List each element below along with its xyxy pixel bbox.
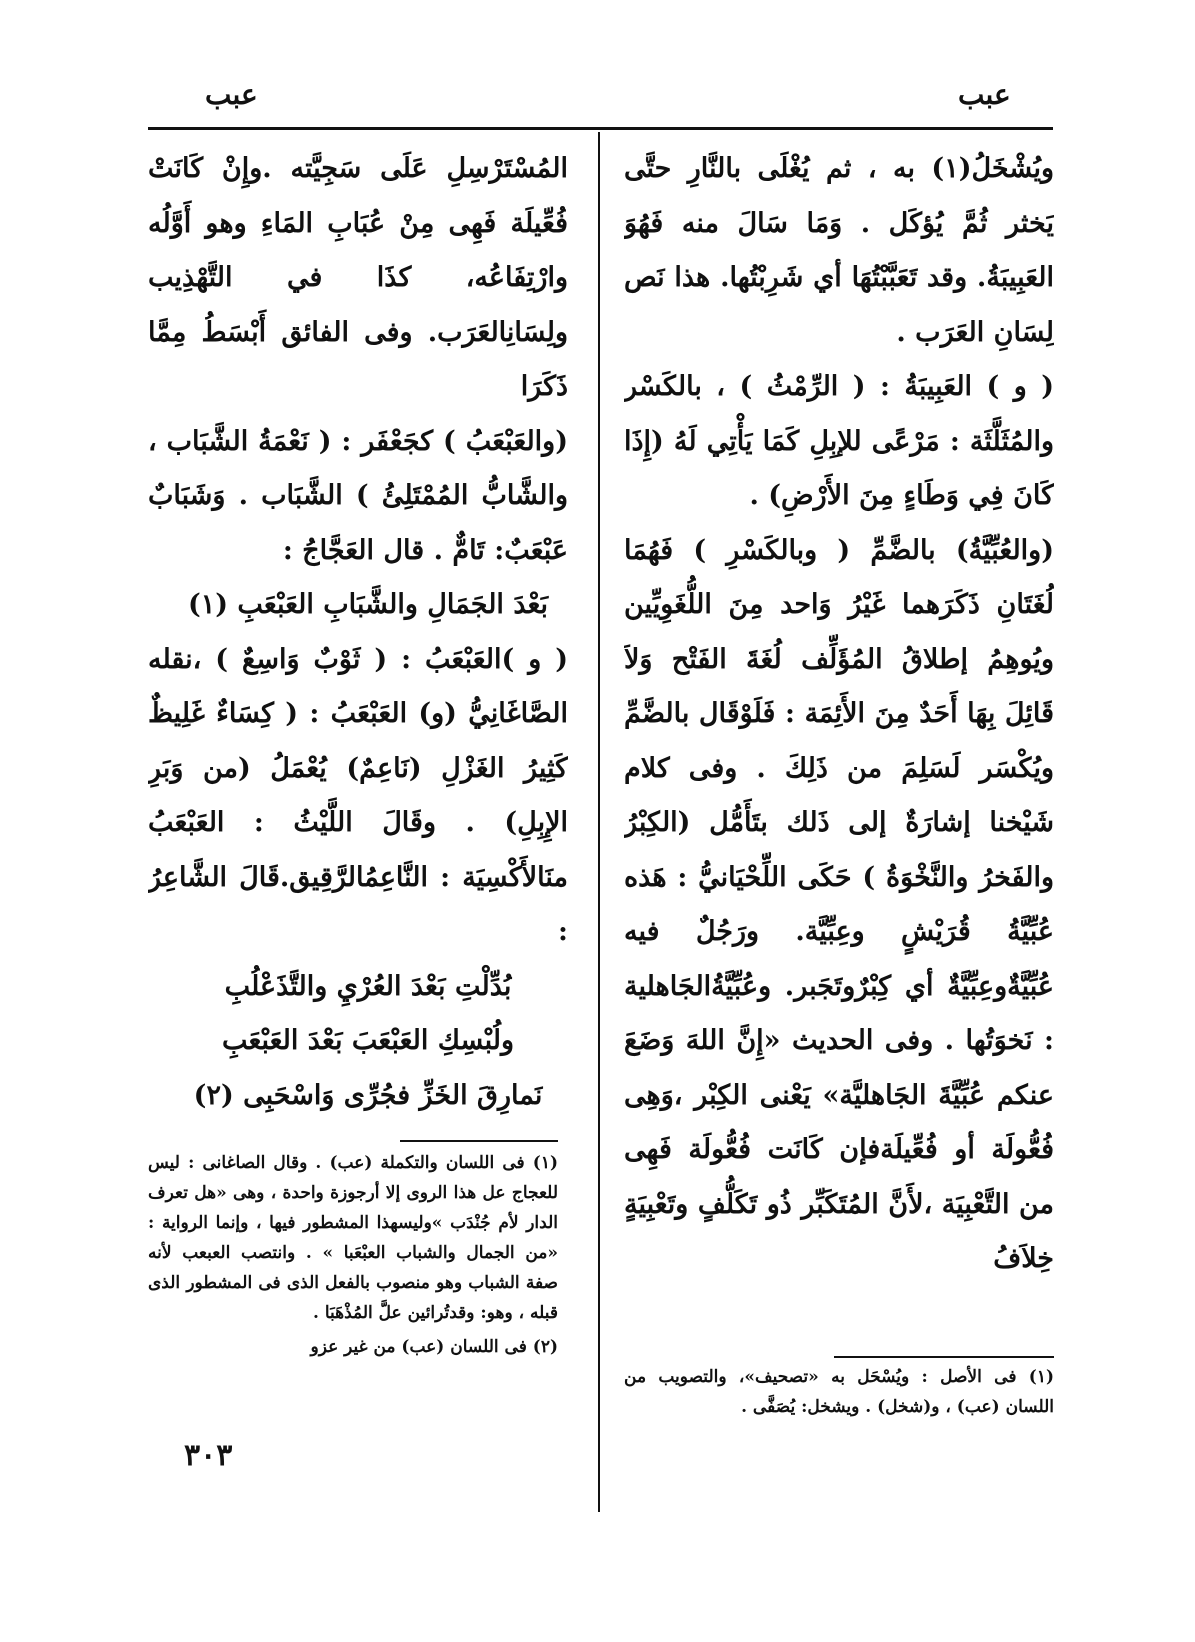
column-divider xyxy=(598,132,600,1512)
running-head-right: عبب xyxy=(958,78,1011,111)
left-paragraph-3: ( و )العَبْعَبُ : ( ثَوْبٌ وَاسِعٌ ) ،نقله الصَّاغَانِيُّ (و) العَبْعَبُ : ( كِسَاءٌ غَلِيظٌ كَثِيرُ الغَزْلِ (نَاعِمٌ) يُعْمَلُ (من وَبَرِ الإِبِلِ) . وقَالَ اللَّيْثُ : العَبْعَبُ منَالأَكْسِيَة : النَّاعِمُالرَّقِيق.قَالَ الشَّاعِرُ : xyxy=(148,643,568,947)
footnote-rule-left xyxy=(400,1140,558,1142)
running-head-left: عبب xyxy=(205,78,258,111)
page-number: ٣٠٣ xyxy=(184,1438,233,1473)
verse-line: نَمارِقَ الخَزِّ فجُرِّى وَاسْحَبِى (٢) xyxy=(193,1079,543,1111)
right-paragraph-3: (والعُبِّيَّةُ) بالضَّمِّ ( وبالكَسْرِ ) فَهُمَا لُغَتَانِ ذَكَرَهما غَيْرُ وَاحد مِنَ اللُّغَوِيِّين ويُوهِمُ إطلاقُ المُؤَلِّف لُغَةَ الفَتْح وَلاَ قَائِلَ بِهَا أَحَدٌ مِنَ الأَئِمَة : فَلَوْقَال بالضَّمِّ ويُكْسَر لَسَلِمَ من ذَلِكَ . وفى كلام شَيْخنا إشارَةٌ إلى ذَلك بتَأَمُّل (الكِبْرُ والفَخرُ والنَّخْوَةُ ) حَكَى اللِّحْيَانيُّ : هَذه عُبِّيَّةُ قُرَيْشٍ وعِبِّيَّة. ورَجُلٌ فيه عُبِّيَّةٌوعِبِّيَّةٌ أي كِبْرٌوتَجَبر. وعُبِّيَّةُالجَاهلية : نَخوَتُها . وفى الحديث «إِنَّ اللهَ وَضَعَ عنكم عُبِّيَّةَ الجَاهليَّة» يَعْنى الكِبْر ،وَهِى فُعُّولَة أو فُعِّيلَةفإن كَانَت فُعُّولَة فَهِى من التَّعْبِيَة ،لأَنَّ المُتَكَبِّر ذُو تَكَلُّفٍ وتَعْبِيَةٍ خِلاَفُ xyxy=(624,534,1054,1274)
footnote-left-2: (٢) فى اللسان (عب) من غير عزو xyxy=(310,1337,558,1357)
left-column xyxy=(148,142,568,1132)
verse-line: بُدِّلْتِ بَعْدَ العُرْيِ والتَّذَعْلُبِ xyxy=(224,970,512,1002)
footnote-left-1: (١) فى اللسان والتكملة (عب) . وقال الصاغانى : ليس للعجاج عل هذا الروى إلا أرجوزة واحدة ، وهى «هل تعرف الدار لأم جُنْدَب »وليسهذا المشطور فيها ، وإنما الرواية : «من الجمال والشباب العبْعَبا » . وانتصب العبعب لأنه صفة الشباب وهو منصوب بالفعل الذى فى المشطور الذى قبله ، وهو: وقدتُرائين علَّ المُذْهَبَا . xyxy=(148,1153,558,1323)
footnote-right-1: (١) فى الأصل : ويُسْحَل به «تصحيف»، والتصويب من اللسان (عب) ، و(شخل) . ويشخل: يُصَفَّى . xyxy=(624,1367,1054,1417)
right-footnotes xyxy=(624,1362,1054,1452)
left-footnotes xyxy=(148,1148,558,1448)
footnote-rule-right xyxy=(834,1356,1054,1358)
right-paragraph-1: ويُشْخَلُ(١) به ، ثم يُغْلَى بالنَّارِ حتَّى يَخثر ثُمَّ يُؤكَل . وَمَا سَالَ منه فَهُوَ العَبِيبَةُ. وقد تَعَبَّبْتُهَا أي شَرِبْتُها. هذا نَص لِسَانِ العَرَب . xyxy=(624,153,1054,348)
left-paragraph-1: المُسْتَرْسِلِ عَلَى سَجِيَّته .وإِنْ كَانَتْ فُعِّيلَة فَهِى مِنْ عُبَابِ المَاءِ وهو أَوَّلُه وارْتِفَاعُه، كذَا في التَّهْذِيب ولِسَانِالعَرَب. وفى الفائق أَبْسَطُ مِمَّا ذَكَرَا xyxy=(148,153,568,402)
right-paragraph-2: ( و ) العَبِيبَةُ : ( الرِّمْثُ ) ، بالكَسْر والمُثَلَّثَة : مَرْعًى للإبِلِ كَمَا يَأْتِي لَهُ (إِذَا كَانَ فِي وَطَاءٍ مِنَ الأَرْضِ) . xyxy=(624,371,1054,511)
verse-line: بَعْدَ الجَمَالِ والشَّبَابِ العَبْعَبِ (١) xyxy=(187,589,549,620)
header-rule xyxy=(148,127,1053,130)
verse-line: ولُبْسِكِ العَبْعَبَ بَعْدَ العَبْعَبِ xyxy=(221,1025,515,1056)
left-paragraph-2: (والعَبْعَبُ ) كجَعْفَر : ( نَعْمَةُ الشَّبَاب ، والشَّابُّ المُمْتَلِئُ ) الشَّبَاب . وَشَبَابٌ عَبْعَبٌ: تَامٌّ . قال العَجَّاجُ : xyxy=(148,425,568,566)
